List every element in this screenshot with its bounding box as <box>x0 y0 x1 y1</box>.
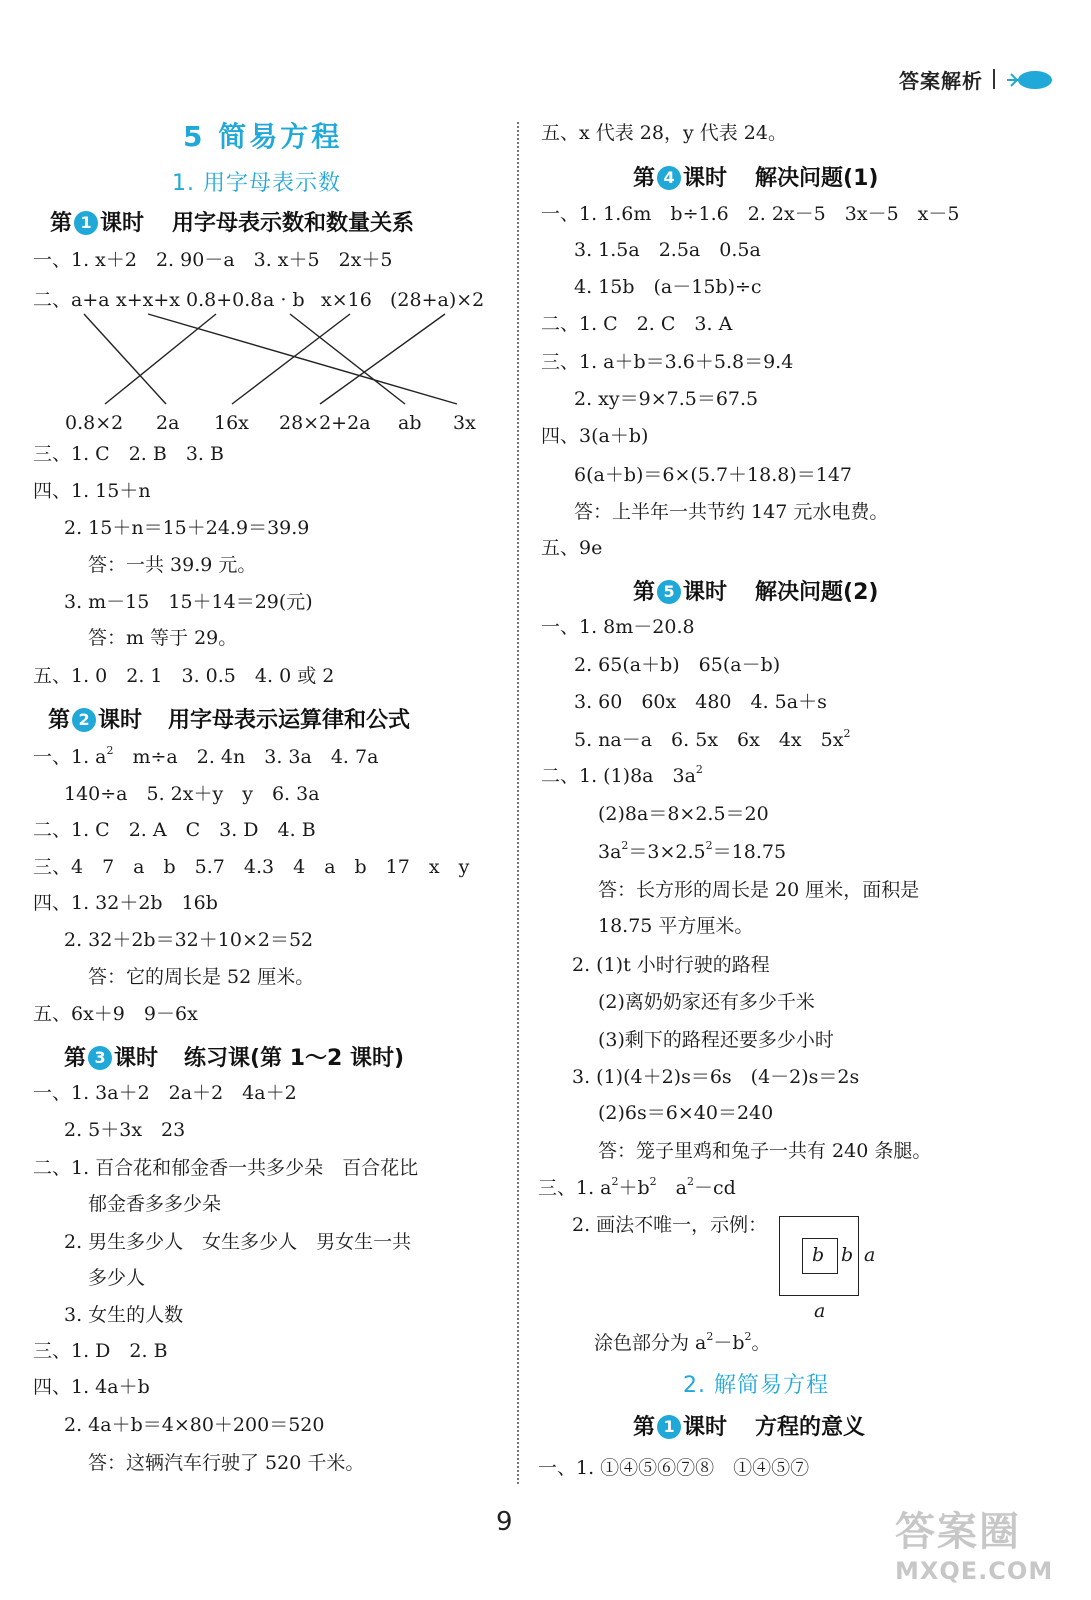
match-top-item: (28+a)×2 <box>390 289 485 311</box>
lesson-6-heading: 第 1 课时 方程的意义 <box>633 1415 866 1440</box>
answer-line: 140÷a 5. 2x＋y y 6. 3a <box>64 783 320 805</box>
match-bottom-item: 2a <box>156 412 180 434</box>
lesson-5-heading: 第 5 课时 解决问题(2) <box>633 580 879 605</box>
answer-line: (2)8a＝8×2.5＝20 <box>598 803 769 825</box>
answer-line: 3. 1.5a 2.5a 0.5a <box>574 239 761 261</box>
match-bottom-item: 0.8×2 <box>65 412 124 434</box>
answer-line: 答：一共 39.9 元。 <box>88 554 257 576</box>
match-bottom-item: ab <box>398 412 422 434</box>
match-bottom-item: 3x <box>453 412 476 434</box>
answer-line: 四、1. 15＋n <box>33 480 151 502</box>
answer-line: 一、1. x＋2 2. 90－a 3. x＋5 2x＋5 <box>33 249 393 271</box>
match-top-item: x×16 <box>321 289 372 311</box>
answer-line: 3. (1)(4＋2)s＝6s (4－2)s＝2s <box>572 1066 860 1088</box>
answer-line: 二、1. 百合花和郁金香一共多少朵 百合花比 <box>33 1157 419 1179</box>
answer-line: 答：上半年一共节约 147 元水电费。 <box>574 501 889 523</box>
watermark-logo: 答案圈 MXQE.COM <box>895 1509 1054 1585</box>
outer-side-label: a <box>864 1244 876 1266</box>
answer-line: 2. 男生多少人 女生多少人 男女生一共 <box>64 1231 412 1253</box>
match-top-item: 二、a+a <box>33 289 110 311</box>
outer-side-label: a <box>814 1300 826 1322</box>
answer-line: (2)离奶奶家还有多少千米 <box>598 991 815 1013</box>
answer-line: 2. 5＋3x 23 <box>64 1119 186 1141</box>
answer-line: 三、1. C 2. B 3. B <box>33 443 224 465</box>
lesson-2-heading: 第 2 课时 用字母表示运算律和公式 <box>48 708 411 733</box>
answer-line: 三、4 7 a b 5.7 4.3 4 a b 17 x y <box>33 856 470 878</box>
answer-line: 二、1. C 2. A C 3. D 4. B <box>33 819 316 841</box>
answer-line: 三、1. a＋b＝3.6＋5.8＝9.4 <box>541 351 794 373</box>
answer-line: 一、1. ①④⑤⑥⑦⑧ ①④⑤⑦ <box>538 1457 810 1479</box>
page-header <box>899 64 1003 94</box>
answer-line: 3. 60 60x 480 4. 5a＋s <box>574 691 827 713</box>
answer-line: 四、1. 32＋2b 16b <box>33 892 218 914</box>
match-bottom-item: 28×2+2a <box>279 412 371 434</box>
answer-line: 多少人 <box>88 1267 146 1289</box>
answer-line: 五、x 代表 28，y 代表 24。 <box>541 122 787 144</box>
answer-line: 四、1. 4a＋b <box>33 1376 150 1398</box>
answer-line: 五、1. 0 2. 1 3. 0.5 4. 0 或 2 <box>33 665 335 687</box>
lesson-number-badge: 3 <box>88 1046 112 1070</box>
answer-line: 一、1. 3a＋2 2a＋2 4a＋2 <box>33 1082 297 1104</box>
answer-line: 2. 画法不唯一，示例： <box>572 1214 768 1236</box>
lesson-number-badge: 5 <box>657 580 681 604</box>
answer-line: 答：长方形的周长是 20 厘米，面积是 <box>598 879 920 901</box>
answer-line: 3. 女生的人数 <box>64 1304 184 1326</box>
matching-lines <box>0 0 515 440</box>
answer-line: 2. 15＋n＝15＋24.9＝39.9 <box>64 517 310 539</box>
section-2-title: 2. 解简易方程 <box>683 1373 829 1398</box>
answer-line: 三、1. D 2. B <box>33 1340 168 1362</box>
inner-side-label: b <box>841 1244 854 1266</box>
answer-line: 答：它的周长是 52 厘米。 <box>88 966 315 988</box>
answer-line: 一、1. $a^2$ m÷a 2. 4n 3. 3a 4. 7a <box>33 744 379 768</box>
answer-line: 2. (1)t 小时行驶的路程 <box>572 954 770 976</box>
answer-line: 答：m 等于 29。 <box>88 627 238 649</box>
match-top-item: a · b <box>263 289 305 311</box>
lesson-4-heading: 第 4 课时 解决问题(1) <box>633 166 879 191</box>
answer-line: 答：这辆汽车行驶了 520 千米。 <box>88 1452 365 1474</box>
answer-line: 一、1. 1.6m b÷1.6 2. 2x－5 3x－5 x－5 <box>541 203 960 225</box>
answer-line: 四、3(a＋b) <box>541 425 649 447</box>
match-bottom-item: 16x <box>214 412 249 434</box>
answer-line: 二、1. C 2. C 3. A <box>541 313 733 335</box>
header-title: 答案解析 <box>899 68 983 93</box>
lesson-number-badge: 1 <box>74 211 98 235</box>
answer-line: 答：笼子里鸡和兔子一共有 240 条腿。 <box>598 1140 932 1162</box>
page-number: 9 <box>496 1507 513 1537</box>
match-top-item: 0.8+0.8 <box>186 289 263 311</box>
answer-line: 涂色部分为 $a^2-b^2$。 <box>594 1330 771 1354</box>
answer-line: 一、1. 8m－20.8 <box>541 616 695 638</box>
answer-line: 2. 4a＋b＝4×80＋200＝520 <box>64 1414 325 1436</box>
answer-line: 五、9e <box>541 537 603 559</box>
answer-line: 三、1. $a^2+b^2$ $a^2-cd$ <box>538 1175 736 1199</box>
column-divider <box>517 122 519 1484</box>
section-title: 1. 用字母表示数 <box>172 171 341 196</box>
answer-line: 郁金香多多少朵 <box>88 1193 222 1215</box>
answer-line: 3. m－15 15＋14＝29(元) <box>64 591 313 613</box>
header-separator <box>993 69 995 89</box>
answer-line: 6(a＋b)＝6×(5.7＋18.8)＝147 <box>574 464 853 486</box>
answer-line: 二、1. (1)8a $3a^2$ <box>541 763 703 787</box>
lesson-number-badge: 4 <box>657 166 681 190</box>
chapter-title: 5 简易方程 <box>183 120 343 153</box>
header-arrow-icon <box>1007 70 1053 90</box>
answer-line: (3)剩下的路程还要多少小时 <box>598 1029 834 1051</box>
match-top-item: x+x+x <box>116 289 180 311</box>
lesson-number-badge: 1 <box>657 1415 681 1439</box>
inner-side-label: b <box>812 1244 825 1266</box>
answer-line: 4. 15b (a－15b)÷c <box>574 276 762 298</box>
answer-line: 2. xy＝9×7.5＝67.5 <box>574 388 759 410</box>
answer-line: $3a^2=3\times 2.5^2=18.75$ <box>598 839 787 863</box>
answer-line: 2. 32＋2b＝32＋10×2＝52 <box>64 929 314 951</box>
answer-line: 5. na－a 6. 5x 6x 4x $5x^2$ <box>574 727 851 751</box>
lesson-3-heading: 第 3 课时 练习课(第 1～2 课时) <box>64 1046 405 1071</box>
lesson-number-badge: 2 <box>72 708 96 732</box>
answer-line: 五、6x＋9 9－6x <box>33 1003 198 1025</box>
answer-line: 2. 65(a＋b) 65(a－b) <box>574 654 781 676</box>
answer-line: 18.75 平方厘米。 <box>598 915 754 937</box>
lesson-1-heading: 第 1 课时 用字母表示数和数量关系 <box>50 211 415 236</box>
answer-line: (2)6s＝6×40＝240 <box>598 1102 774 1124</box>
